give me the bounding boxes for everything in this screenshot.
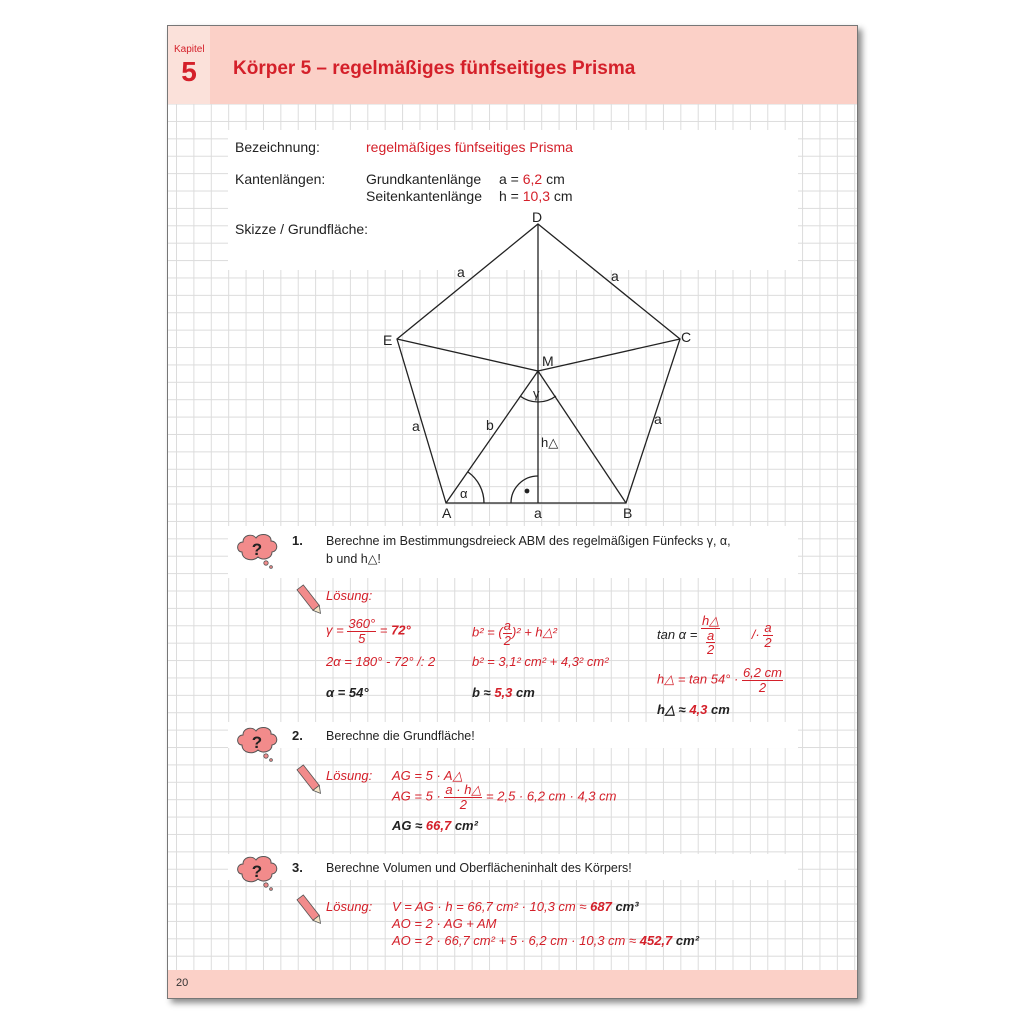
skizze-label: Skizze / Grundfläche:: [235, 221, 369, 237]
vertex-D: D: [532, 209, 543, 225]
side-label-right: a: [654, 411, 662, 427]
svg-text:?: ?: [251, 862, 263, 881]
sol1-alpha-result: α = 54°: [326, 685, 369, 700]
height-label: h△: [541, 435, 559, 450]
sol2-line2: AG = 5 · $\frac{a \cdot h\triangle}{2}$ = 2,5 · 6,2 cm · 4,3 cm: [392, 782, 617, 812]
vertex-A: A: [442, 505, 452, 521]
line-EM: [397, 339, 538, 371]
svg-text:?: ?: [251, 733, 263, 752]
thought-bubble-icon: [234, 723, 282, 763]
vertex-E: E: [383, 332, 393, 348]
sol1-h-result: h△ ≈ 4,3 cm: [657, 702, 730, 717]
vertex-B: B: [623, 505, 633, 521]
bezeichnung-value: regelmäßiges fünfseitiges Prisma: [366, 139, 573, 155]
seiten-value: h = 10,3 cm: [499, 188, 573, 204]
task1-text-line2: b und h△!: [326, 552, 381, 566]
kanten-label: Kantenlängen:: [235, 171, 326, 187]
sol2-result: AG ≈ 66,7 cm²: [392, 818, 478, 833]
grund-value: a = 6,2 cm: [499, 171, 565, 187]
kapitel-label: Kapitel: [174, 44, 205, 55]
pencil-icon: [296, 582, 324, 618]
pencil-icon: [296, 892, 324, 928]
sol2-line1: AG = 5 · A△: [392, 768, 463, 783]
page-number: 20: [176, 977, 189, 989]
task2-number: 2.: [292, 728, 303, 743]
sol3-line3: AO = 2 · 66,7 cm² + 5 · 6,2 cm · 10,3 cm ≈ 452,7 cm²: [392, 933, 700, 948]
task2-text: Berechne die Grundfläche!: [326, 729, 475, 743]
right-angle-dot: [525, 489, 530, 494]
thought-bubble-icon: [234, 530, 282, 570]
page-title: Körper 5 – regelmäßiges fünfseitiges Prisma: [233, 58, 636, 79]
side-label-bottom: a: [534, 505, 542, 521]
bezeichnung-label: Bezeichnung:: [235, 139, 320, 155]
task3-number: 3.: [292, 860, 303, 875]
task3-text: Berechne Volumen und Oberflächeninhalt des Körpers!: [326, 861, 632, 875]
line-AM: [446, 371, 538, 503]
solution2-label: Lösung:: [326, 768, 373, 783]
grund-label: Grundkantenlänge: [366, 171, 482, 187]
workbook-page: [167, 25, 858, 999]
gamma-label: γ: [533, 386, 540, 401]
alpha-arc: [468, 472, 484, 503]
side-label-top-left: a: [457, 264, 465, 280]
right-angle-arc: [511, 476, 538, 503]
sol1-b-result: b ≈ 5,3 cm: [472, 685, 535, 700]
sol1-h-formula: h△ = tan 54° · $\frac{6,2 cm}{2}$: [657, 665, 782, 695]
sol1-b-formula: b² = ( $\frac{a}{2}$ )² + h△²: [472, 618, 557, 648]
sol3-line2: AO = 2 · AG + AM: [392, 916, 497, 931]
line-CM: [538, 339, 680, 371]
page-footer: [168, 970, 857, 998]
sol1-tan-formula: tan α = $\frac{h\triangle}{\frac{a}{2}}$ /· $\frac{a}{2}$: [657, 613, 772, 658]
vertex-M: M: [542, 353, 554, 369]
solution1-label: Lösung:: [326, 588, 373, 603]
alpha-label: α: [460, 486, 468, 501]
side-label-left: a: [412, 418, 420, 434]
sol1-gamma: γ = $\frac{360^\circ}{5}$ = 72°: [326, 616, 411, 646]
seiten-label: Seitenkantenlänge: [366, 188, 482, 204]
vertex-C: C: [681, 329, 692, 345]
solution3-label: Lösung:: [326, 899, 373, 914]
thought-bubble-icon: [234, 852, 282, 892]
task1-text-line1: Berechne im Bestimmungsdreieck ABM des regelmäßigen Fünfecks γ, α,: [326, 534, 731, 548]
sol1-b-step: b² = 3,1² cm² + 4,3² cm²: [472, 654, 609, 669]
pencil-icon: [296, 762, 324, 798]
chapter-number: 5: [181, 56, 197, 87]
side-label-top-right: a: [611, 268, 619, 284]
side-label-b: b: [486, 417, 494, 433]
task1-number: 1.: [292, 533, 303, 548]
sol3-line1: V = AG · h = 66,7 cm² · 10,3 cm ≈ 687 cm³: [392, 899, 639, 914]
svg-text:?: ?: [251, 540, 263, 559]
sol1-alpha-step: 2α = 180° - 72° /: 2: [326, 654, 436, 669]
